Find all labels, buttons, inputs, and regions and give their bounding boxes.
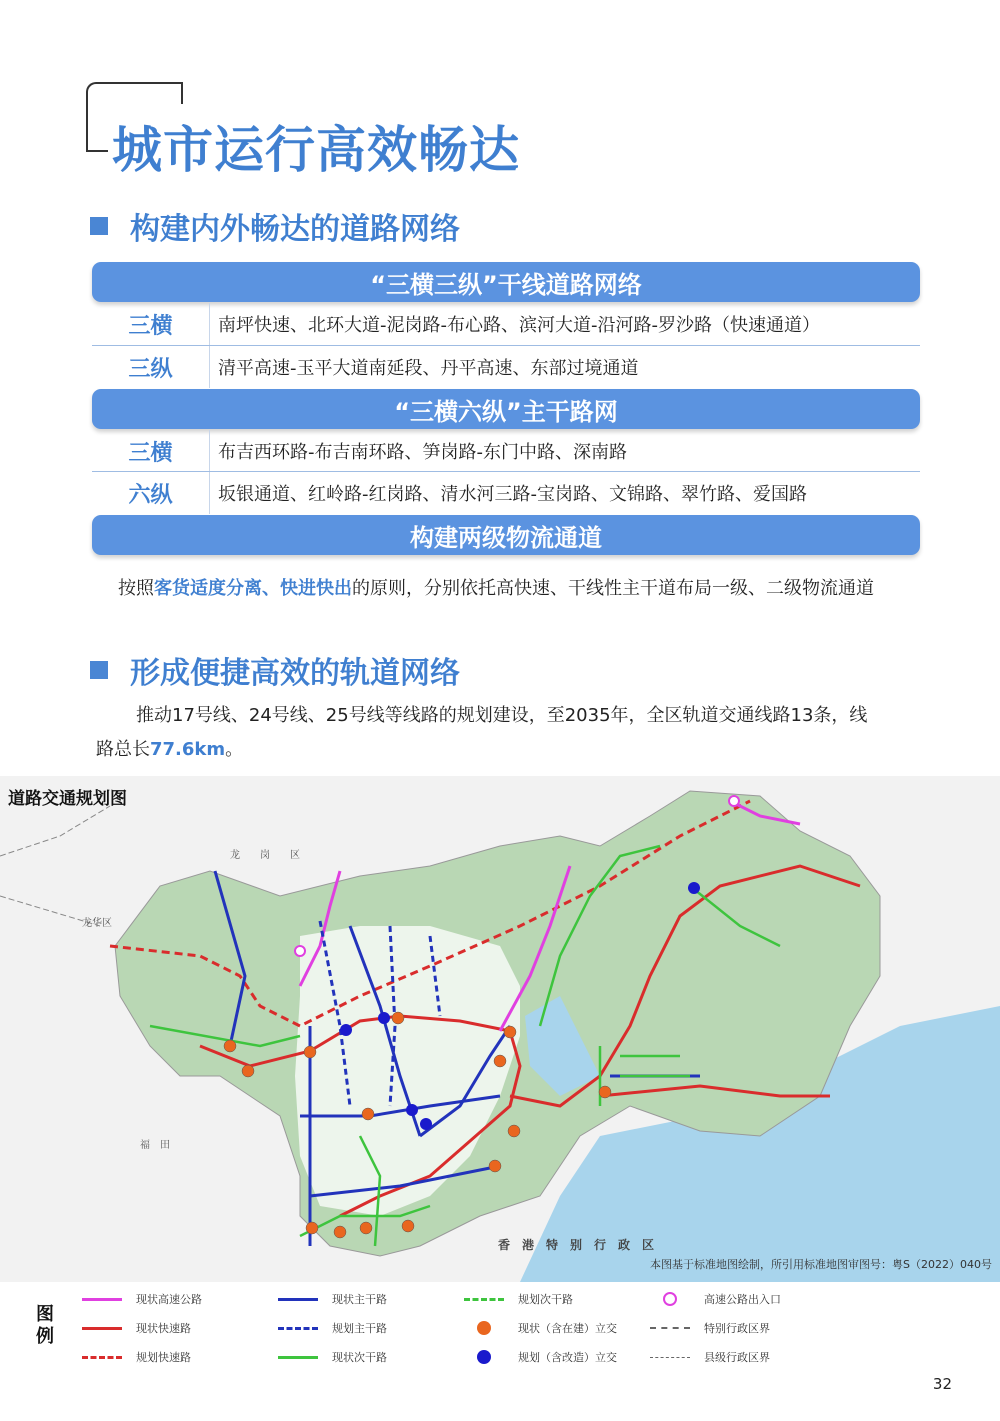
legend-label: 现状次干路 [332, 1351, 387, 1364]
rail-paragraph-line2 [96, 735, 243, 761]
map-note: 本图基于标准地图绘制，所引用标准地图审图号：粤S（2022）040号 [650, 1258, 992, 1271]
legend-item [82, 1349, 191, 1365]
legend-label: 规划主干路 [332, 1322, 387, 1335]
legend-item [278, 1291, 387, 1307]
planned-express-swatch-icon [82, 1349, 122, 1365]
map-title: 道路交通规划图 [8, 789, 127, 809]
square-bullet-icon [90, 217, 108, 235]
logistics-text: 的原则，分别依托高快速、干线性主干道布局一级、二级物流通道 [352, 578, 874, 599]
table-row [92, 303, 920, 345]
legend-label: 规划次干路 [518, 1293, 573, 1306]
row-value: 清平高速-玉平大道南延段、丹平高速、东部过境通道 [218, 358, 639, 379]
row-value: 坂银通道、红岭路-红岗路、清水河三路-宝岗路、文锦路、翠竹路、爱国路 [218, 484, 807, 505]
secondary-road-swatch-icon [278, 1349, 318, 1365]
section-heading-rail [90, 648, 460, 692]
place-label: 龙华区 [82, 918, 112, 929]
legend-label: 规划（含改造）立交 [518, 1351, 617, 1364]
main-road-swatch-icon [278, 1291, 318, 1307]
legend-item [650, 1291, 781, 1307]
county-boundary-swatch-icon [650, 1349, 690, 1365]
expressway-swatch-icon [82, 1291, 122, 1307]
table-row [92, 346, 920, 388]
map-legend [0, 1284, 1000, 1376]
place-label: 香 港 特 别 行 政 区 [498, 1238, 655, 1252]
table-bar-trunk-roads: “三横三纵”干线道路网络 [92, 262, 920, 302]
planned-interchange-swatch-icon [464, 1349, 504, 1365]
place-label: 福 田 [140, 1140, 170, 1151]
legend-item [464, 1349, 617, 1365]
logistics-paragraph [118, 574, 874, 600]
rail-text: 。 [225, 739, 244, 760]
special-boundary-swatch-icon [650, 1320, 690, 1336]
logistics-highlight: 客货适度分离、快进快出 [154, 578, 352, 599]
expressway-exit-swatch-icon [650, 1291, 690, 1307]
legend-item [464, 1320, 617, 1336]
legend-label: 现状高速公路 [136, 1293, 202, 1306]
interchange-swatch-icon [464, 1320, 504, 1336]
express-swatch-icon [82, 1320, 122, 1336]
planned-secondary-swatch-icon [464, 1291, 504, 1307]
legend-label: 现状（含在建）立交 [518, 1322, 617, 1335]
legend-label: 县级行政区界 [704, 1351, 770, 1364]
place-label: 龙 岗 区 [230, 850, 300, 861]
legend-item [464, 1291, 573, 1307]
legend-item [82, 1291, 202, 1307]
table-row [92, 472, 920, 514]
legend-label: 特别行政区界 [704, 1322, 770, 1335]
rail-length-highlight: 77.6km [150, 739, 226, 760]
legend-item [82, 1320, 191, 1336]
section-heading-text: 构建内外畅达的道路网络 [130, 212, 460, 247]
table-row [92, 430, 920, 472]
table-bar-logistics: 构建两级物流通道 [92, 515, 920, 555]
legend-item [650, 1320, 770, 1336]
legend-item [650, 1349, 770, 1365]
planned-main-road-swatch-icon [278, 1320, 318, 1336]
row-value: 布吉西环路-布吉南环路、笋岗路-东门中路、深南路 [218, 442, 627, 463]
page-title: 城市运行高效畅达 [112, 121, 520, 179]
section-heading-text: 形成便捷高效的轨道网络 [130, 656, 460, 691]
page-number: 32 [932, 1375, 952, 1393]
logistics-text: 按照 [118, 578, 154, 599]
rail-text: 路总长 [96, 739, 150, 760]
row-value: 南坪快速、北环大道-泥岗路-布心路、滨河大道-沿河路-罗沙路（快速通道） [218, 315, 820, 336]
legend-label: 现状主干路 [332, 1293, 387, 1306]
legend-item [278, 1320, 387, 1336]
legend-title: 图例 [36, 1304, 54, 1347]
section-heading-road [90, 204, 460, 248]
legend-item [278, 1349, 387, 1365]
row-label: 三横 [92, 303, 210, 345]
rail-paragraph-line1: 推动17号线、24号线、25号线等线路的规划建设，至2035年，全区轨道交通线路13条，线 [136, 705, 868, 726]
legend-label: 现状快速路 [136, 1322, 191, 1335]
boundary-line [0, 806, 110, 926]
legend-label: 高速公路出入口 [704, 1293, 781, 1306]
row-label: 三纵 [92, 346, 210, 388]
legend-label: 规划快速路 [136, 1351, 191, 1364]
row-label: 六纵 [92, 472, 210, 514]
row-label: 三横 [92, 430, 210, 472]
square-bullet-icon [90, 661, 108, 679]
road-traffic-map [0, 776, 1000, 1282]
table-bar-arterial-roads: “三横六纵”主干路网 [92, 389, 920, 429]
map-graphic [0, 776, 1000, 1282]
